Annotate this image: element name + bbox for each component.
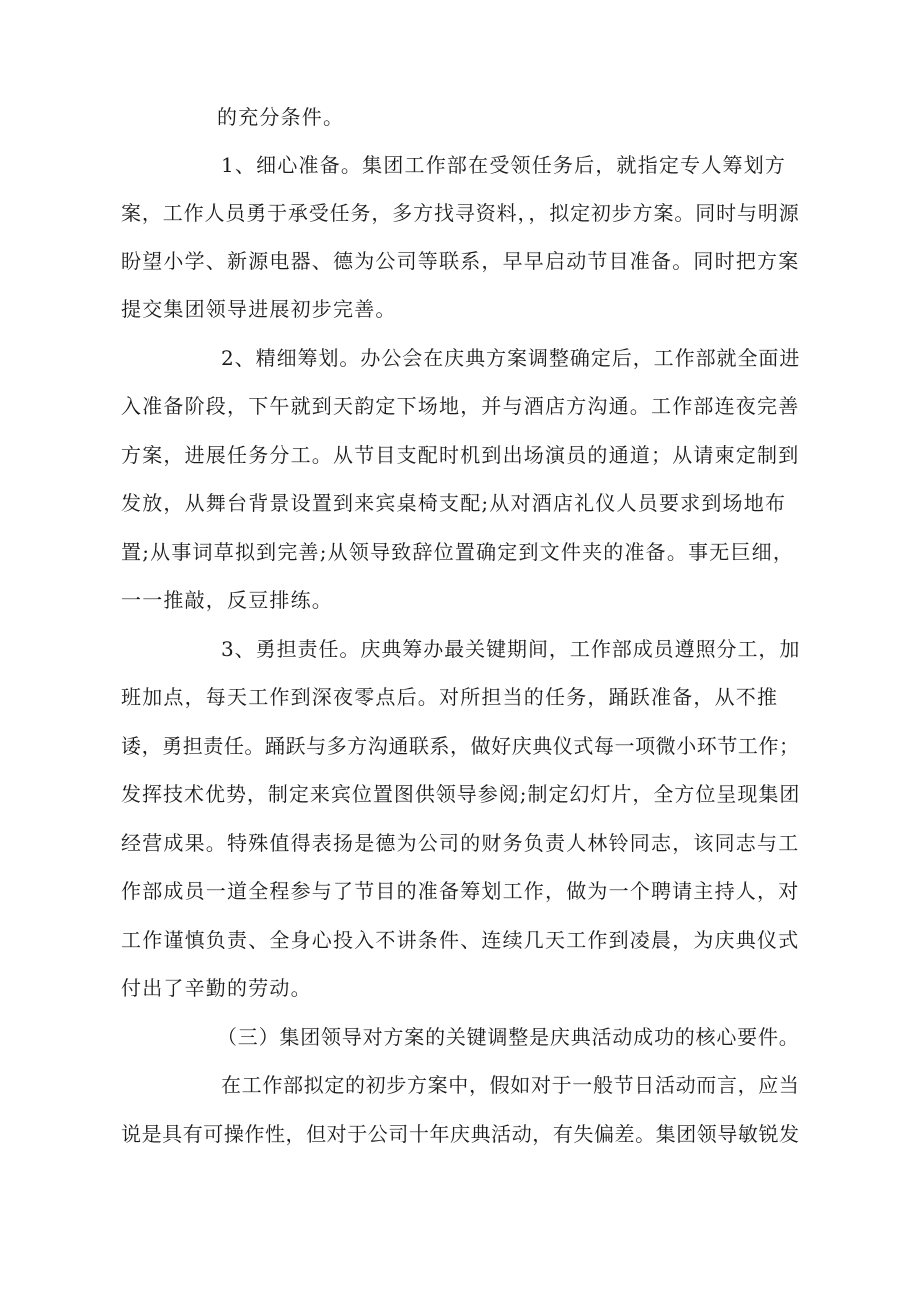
section-heading: （三）集团领导对方案的关键调整是庆典活动成功的核心要件。 bbox=[217, 1025, 800, 1049]
text-line: 说是具有可操作性，但对于公司十年庆典活动，有失偏差。集团领导敏锐发 bbox=[121, 1122, 800, 1146]
text-line: 发放，从舞台背景设置到来宾桌椅支配;从对酒店礼仪人员要求到场地布 bbox=[121, 491, 787, 515]
text-line: 3、勇担责任。庆典筹办最关键期间，工作部成员遵照分工，加 bbox=[221, 637, 801, 661]
text-line: 作部成员一道全程参与了节目的准备筹划工作，做为一个聘请主持人，对 bbox=[121, 879, 800, 903]
text-line: 工作谨慎负责、全身心投入不讲条件、连续几天工作到凌晨，为庆典仪式 bbox=[121, 928, 800, 952]
text-line: 提交集团领导进展初步完善。 bbox=[121, 297, 397, 321]
text-line: 发挥技术优势，制定来宾位置图供领导参阅;制定幻灯片，全方位呈现集团 bbox=[121, 782, 801, 806]
text-line: 付出了辛勤的劳动。 bbox=[121, 976, 312, 1000]
text-line: 2、精细筹划。办公会在庆典方案调整确定后，工作部就全面进 bbox=[221, 346, 801, 370]
text-line: 在工作部拟定的初步方案中，假如对于一般节日活动而言，应当 bbox=[221, 1073, 800, 1097]
text-line: 一一推敲，反豆排练。 bbox=[121, 588, 333, 612]
text-line: 班加点，每天工作到深夜零点后。对所担当的任务，踊跃准备，从不推 bbox=[121, 685, 779, 709]
text-line: 盼望小学、新源电器、德为公司等联系，早早启动节目准备。同时把方案 bbox=[121, 249, 800, 273]
text-line: 置;从事词草拟到完善;从领导致辞位置确定到文件夹的准备。事无巨细， bbox=[121, 540, 795, 564]
text-line: 经营成果。特殊值得表扬是德为公司的财务负责人林铃同志，该同志与工 bbox=[121, 831, 800, 855]
text-line: 诿，勇担责任。踊跃与多方沟通联系，做好庆典仪式每一项微小环节工作； bbox=[121, 734, 800, 758]
text-line: 1、细心准备。集团工作部在受领任务后，就指定专人筹划方 bbox=[221, 153, 787, 177]
text-line: 方案，进展任务分工。从节目支配时机到出场演员的通道；从请柬定制到 bbox=[121, 443, 800, 467]
text-line: 的充分条件。 bbox=[217, 105, 345, 129]
text-line: 入准备阶段，下午就到天韵定下场地，并与酒店方沟通。工作部连夜完善 bbox=[121, 394, 800, 418]
text-line: 案，工作人员勇于承受任务，多方找寻资料，，拟定初步方案。同时与明源 bbox=[121, 201, 800, 225]
